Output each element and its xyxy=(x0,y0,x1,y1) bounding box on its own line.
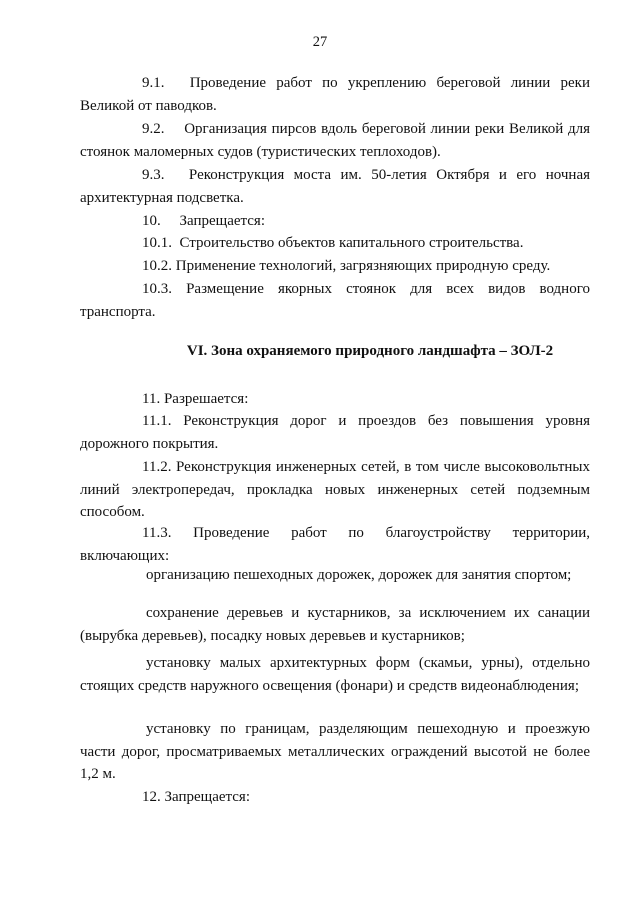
page-number: 27 xyxy=(312,34,328,50)
list-item-paths: организацию пешеходных дорожек, дорожек для занятия спортом; xyxy=(146,567,572,583)
paragraph-9-3: 9.3. Реконструкция моста им. 50-летия Октября и его ночная архитектурная подсветка. xyxy=(80,167,590,206)
list-item-trees: сохранение деревьев и кустарников, за исключением их санации (вырубка деревьев), посадку новых деревьев и кустарников; xyxy=(80,605,590,644)
list-item-small-forms: установку малых архитектурных форм (скамьи, урны), отдельно стоящих средств наружного освещения (фонари) и средств видеонаблюдения; xyxy=(80,655,590,694)
paragraph-11-1: 11.1. Реконструкция дорог и проездов без повышения уровня дорожного покрытия. xyxy=(80,413,590,452)
list-item-fences: установку по границам, разделяющим пешеходную и проезжую части дорог, просматриваемых металлических ограждений высотой не более 1,2 м. xyxy=(80,721,590,782)
paragraph-12: 12. Запрещается: xyxy=(142,789,250,805)
paragraph-10-1: 10.1. Строительство объектов капитального строительства. xyxy=(142,235,524,251)
paragraph-11: 11. Разрешается: xyxy=(142,391,249,407)
paragraph-10-2: 10.2. Применение технологий, загрязняющих природную среду. xyxy=(142,258,551,274)
paragraph-10: 10. Запрещается: xyxy=(142,213,265,229)
section-heading xyxy=(0,343,640,360)
paragraph-9-1: 9.1. Проведение работ по укреплению береговой линии реки Великой от паводков. xyxy=(80,75,590,114)
section-heading-text: VI. Зона охраняемого природного ландшафта – ЗОЛ-2 xyxy=(186,343,554,359)
paragraph-11-3: 11.3. Проведение работ по благоустройству территории, включающих: xyxy=(80,525,590,564)
paragraph-9-2: 9.2. Организация пирсов вдоль береговой линии реки Великой для стоянок маломерных судов (туристических теплоходов). xyxy=(80,121,590,160)
paragraph-10-3: 10.3. Размещение якорных стоянок для всех видов водного транспорта. xyxy=(80,281,590,320)
paragraph-11-2: 11.2. Реконструкция инженерных сетей, в том числе высоковольтных линий электропередач, прокладка новых инженерных сетей подземным способом. xyxy=(80,459,590,520)
